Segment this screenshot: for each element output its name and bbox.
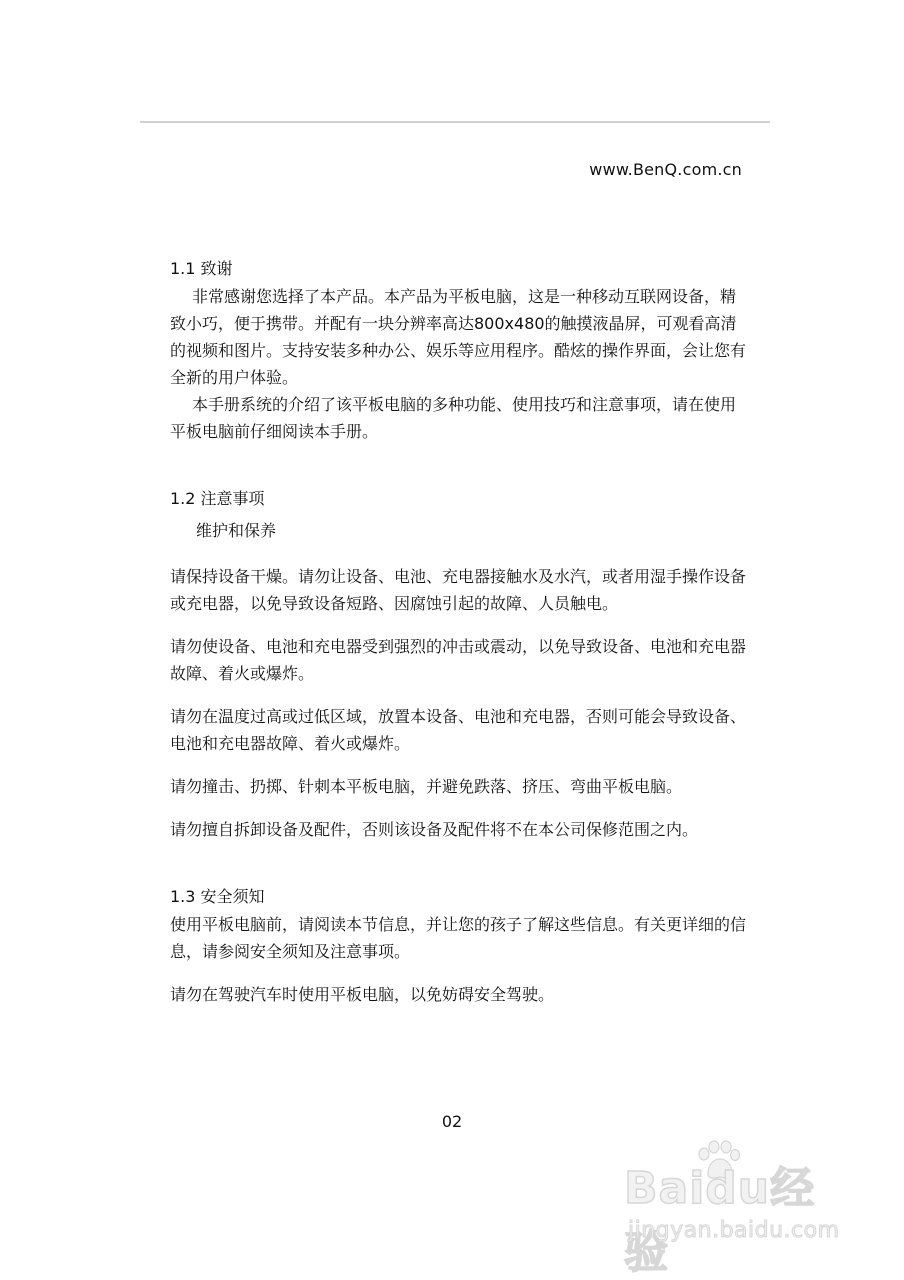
page-number: 02 — [441, 1112, 463, 1131]
section-heading: 1.2 注意事项 — [170, 489, 265, 508]
site-url: www.BenQ.com.cn — [589, 160, 742, 179]
section-acknowledgement — [170, 255, 750, 445]
paragraph: 请勿撞击、扔掷、针刺本平板电脑，并避免跌落、挤压、弯曲平板电脑。 — [170, 777, 683, 796]
baidu-jingyan-watermark — [624, 1140, 854, 1278]
section-safety — [170, 883, 750, 1008]
paragraph: 请勿使设备、电池和充电器受到强烈的冲击或震动，以免导致设备、电池和充电器故障、着火或爆炸。 — [170, 637, 747, 683]
document-body — [170, 255, 750, 1008]
paragraph: 使用平板电脑前，请阅读本节信息，并让您的孩子了解这些信息。有关更详细的信息，请参阅安全须知及注意事项。 — [170, 915, 747, 961]
header-divider — [140, 121, 770, 123]
paragraph: 本手册系统的介绍了该平板电脑的多种功能、使用技巧和注意事项，请在使用平板电脑前仔细阅读本手册。 — [170, 395, 737, 441]
paragraph: 非常感谢您选择了本产品。本产品为平板电脑，这是一种移动互联网设备，精致小巧，便于携带。并配有一块分辨率高达800x480的触摸液晶屏，可观看高清的视频和图片。支持安装多种办公、娱乐等应用程序。酷炫的操作界面，会让您有全新的用户体验。 — [170, 287, 747, 387]
paragraph: 请勿擅自拆卸设备及配件，否则该设备及配件将不在本公司保修范围之内。 — [170, 820, 699, 839]
watermark-logo-text: Baidu经验 — [624, 1163, 816, 1278]
paragraph: 请保持设备干燥。请勿让设备、电池、充电器接触水及水汽，或者用湿手操作设备或充电器，以免导致设备短路、因腐蚀引起的故障、人员触电。 — [170, 567, 747, 613]
section-precautions — [170, 485, 750, 843]
paragraph: 请勿在驾驶汽车时使用平板电脑，以免妨碍安全驾驶。 — [170, 985, 555, 1004]
section-heading: 1.3 安全须知 — [170, 887, 265, 906]
watermark-url: jingyan.baidu.com — [628, 1218, 840, 1243]
section-subheading: 维护和保养 — [196, 521, 277, 540]
section-heading: 1.1 致谢 — [170, 259, 233, 278]
paragraph: 请勿在温度过高或过低区域，放置本设备、电池和充电器，否则可能会导致设备、电池和充电器故障、着火或爆炸。 — [170, 707, 747, 753]
